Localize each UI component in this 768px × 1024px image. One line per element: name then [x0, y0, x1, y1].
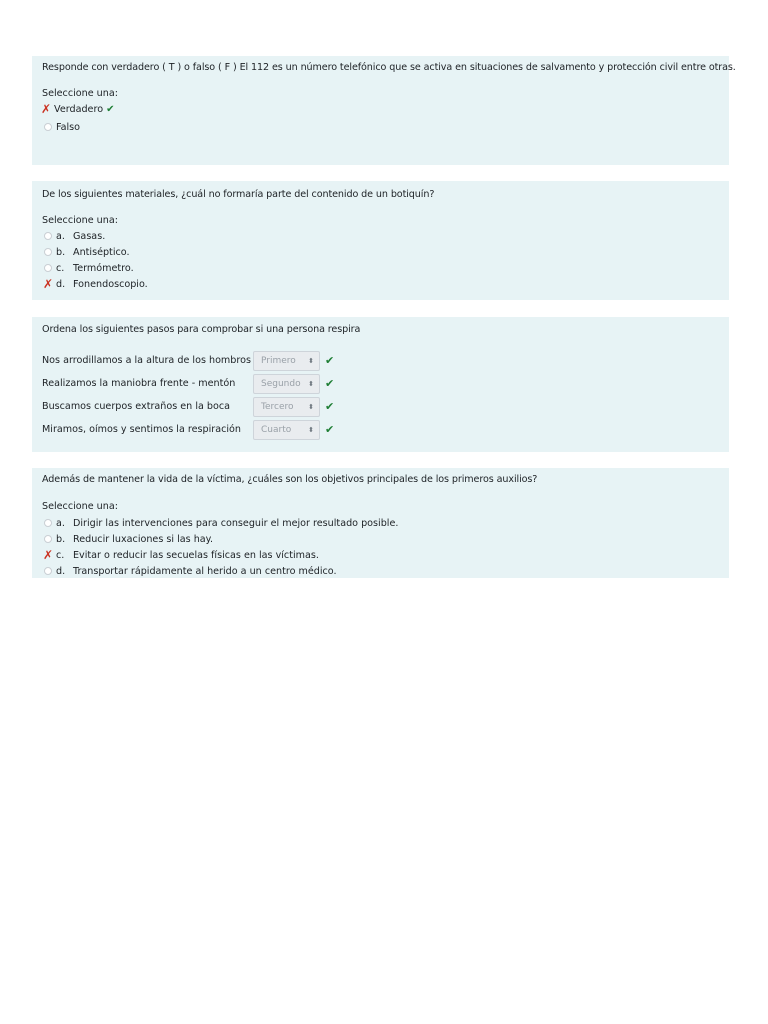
- cross-icon: ✗: [42, 277, 54, 291]
- radio-button[interactable]: [42, 519, 54, 527]
- question-text: De los siguientes materiales, ¿cuál no formaría parte del contenido de un botiquín?: [42, 189, 435, 200]
- option-label: Reducir luxaciones si las hay.: [73, 533, 214, 545]
- option-a[interactable]: [42, 229, 105, 243]
- option-letter: c.: [56, 549, 65, 561]
- question-text: Ordena los siguientes pasos para comprobar si una persona respira: [42, 324, 361, 335]
- order-select[interactable]: [253, 420, 320, 440]
- question-text: Además de mantener la vida de la víctima, ¿cuáles son los objetivos principales de los primeros auxilios?: [42, 474, 538, 485]
- option-letter: a.: [56, 517, 65, 529]
- order-step-label: Buscamos cuerpos extraños en la boca: [42, 401, 231, 412]
- option-label: Termómetro.: [73, 262, 134, 274]
- radio-button[interactable]: [42, 123, 54, 131]
- check-icon: ✔: [325, 423, 335, 436]
- radio-button[interactable]: [42, 232, 54, 240]
- question-card-2: [32, 181, 729, 300]
- sort-caret-icon: ⬍: [308, 357, 314, 365]
- option-letter: c.: [56, 262, 65, 274]
- cross-icon: ✗: [42, 548, 54, 562]
- option-falso[interactable]: [42, 120, 80, 134]
- order-row-4: [42, 420, 362, 442]
- question-text: Responde con verdadero ( T ) o falso ( F ) El 112 es un número telefónico que se activa en situaciones de salvamento y protección civil entre otras.: [42, 62, 736, 73]
- option-letter: a.: [56, 230, 65, 242]
- select-value: Primero: [261, 356, 296, 366]
- option-letter: b.: [56, 533, 66, 545]
- order-select[interactable]: [253, 374, 320, 394]
- option-letter: d.: [56, 565, 66, 577]
- radio-button[interactable]: [42, 248, 54, 256]
- select-value: Cuarto: [261, 425, 292, 435]
- check-icon: ✔: [106, 103, 115, 115]
- sort-caret-icon: ⬍: [308, 426, 314, 434]
- check-icon: ✔: [325, 377, 335, 390]
- option-c[interactable]: [42, 261, 134, 275]
- option-letter: b.: [56, 246, 66, 258]
- order-select[interactable]: [253, 351, 320, 371]
- radio-button[interactable]: [42, 535, 54, 543]
- order-row-2: [42, 374, 362, 396]
- option-verdadero[interactable]: [42, 102, 114, 116]
- order-row-1: [42, 351, 362, 373]
- select-value: Segundo: [261, 379, 301, 389]
- option-label: Verdadero: [54, 103, 104, 115]
- order-step-label: Nos arrodillamos a la altura de los hombros: [42, 355, 251, 366]
- select-prompt: Seleccione una:: [42, 215, 118, 226]
- option-label: Gasas.: [73, 230, 106, 242]
- check-icon: ✔: [325, 400, 335, 413]
- option-label: Evitar o reducir las secuelas físicas en las víctimas.: [73, 549, 319, 561]
- option-b[interactable]: [42, 245, 130, 259]
- sort-caret-icon: ⬍: [308, 380, 314, 388]
- option-label: Transportar rápidamente al herido a un centro médico.: [73, 565, 337, 577]
- order-row-3: [42, 397, 362, 419]
- question-card-3: [32, 317, 729, 452]
- select-value: Tercero: [261, 402, 294, 412]
- option-label: Antiséptico.: [73, 246, 130, 258]
- option-d[interactable]: [42, 277, 148, 291]
- option-d[interactable]: [42, 564, 337, 578]
- option-b[interactable]: [42, 532, 213, 546]
- sort-caret-icon: ⬍: [308, 403, 314, 411]
- radio-button[interactable]: [42, 567, 54, 575]
- check-icon: ✔: [325, 354, 335, 367]
- option-label: Dirigir las intervenciones para conseguir el mejor resultado posible.: [73, 517, 399, 529]
- order-step-label: Realizamos la maniobra frente - mentón: [42, 378, 236, 389]
- cross-icon: ✗: [40, 102, 52, 116]
- option-label: Fonendoscopio.: [73, 278, 148, 290]
- order-step-label: Miramos, oímos y sentimos la respiración: [42, 424, 241, 435]
- select-prompt: Seleccione una:: [42, 88, 118, 99]
- radio-button[interactable]: [42, 264, 54, 272]
- option-c[interactable]: [42, 548, 319, 562]
- question-card-4: [32, 468, 729, 578]
- order-select[interactable]: [253, 397, 320, 417]
- option-letter: d.: [56, 278, 66, 290]
- question-card-1: [32, 56, 736, 165]
- option-a[interactable]: [42, 516, 398, 530]
- select-prompt: Seleccione una:: [42, 501, 118, 512]
- option-label: Falso: [56, 121, 81, 133]
